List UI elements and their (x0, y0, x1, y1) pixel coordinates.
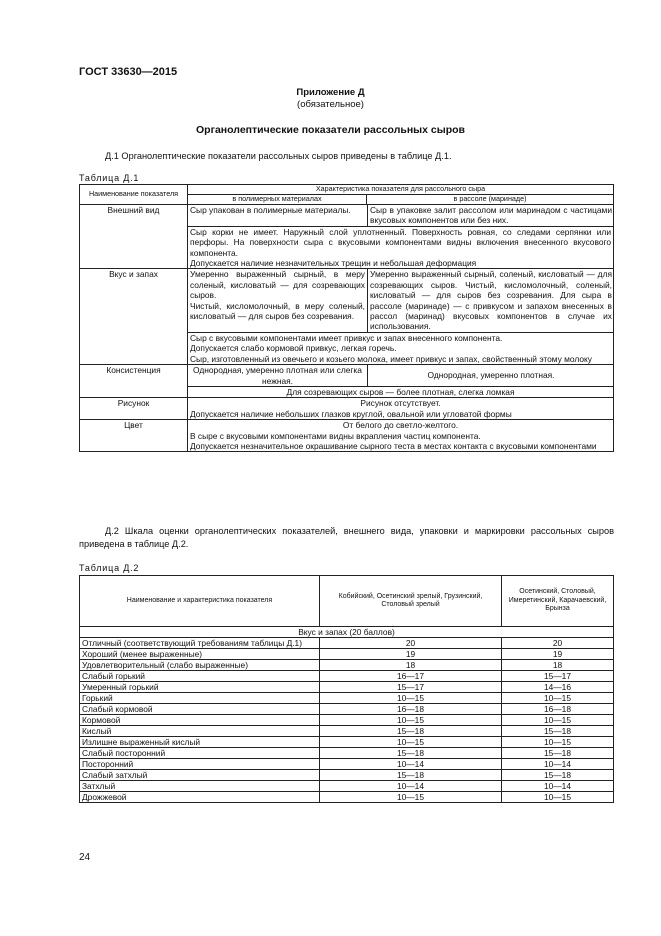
t2-row-value-a: 10—14 (320, 781, 502, 792)
section-title: Органолептические показатели рассольных сыров (196, 124, 465, 136)
appendix-title: Приложение Д (296, 87, 365, 98)
t2-head-col3: Осетинский, Столовый, Имеретинский, Карачаевский, Брынза (502, 576, 614, 627)
t1-taste-left2: Чистый, кисломолочный, в меру соленый, кисловатый — для сыров без созревания. (190, 300, 365, 322)
t2-section-taste: Вкус и запах (20 баллов) (80, 627, 614, 638)
t2-row-value-b: 15—18 (502, 726, 614, 737)
t1-taste-right: Умеренно выраженный сырный, соленый, кисловатый — для созревающих сыров. Чистый, кисломолочный, соленый, кисловатый — для сыров без созревания. Для сыра в рассоле (маринаде) — с привкусом и запахом внесенных в рассол (маринад) вкусовых компонентов в случае их использования. (370, 269, 612, 332)
t1-pattern-cell (188, 398, 614, 420)
t2-body (80, 638, 614, 803)
t2-row-value-a: 15—18 (320, 770, 502, 781)
t2-row-value-b: 10—14 (502, 759, 614, 770)
table-row (80, 737, 614, 748)
t1-pattern-name: Рисунок (80, 398, 188, 420)
t2-head-name: Наименование и характеристика показателя (80, 576, 320, 627)
t1-color-cell (188, 420, 614, 452)
t1-color-name: Цвет (80, 420, 188, 452)
t1-appearance-common2: Допускается наличие незначительных трещин и небольшая деформация (190, 258, 477, 269)
table-d1-caption: Таблица Д.1 (79, 173, 140, 183)
paragraph-d2: Д.2 Шкала оценки органолептических показателей, внешнего вида, упаковки и маркировки рассольных сыров приведена в таблице Д.2. (79, 526, 614, 549)
t2-row-value-b: 14—16 (502, 682, 614, 693)
document-code: ГОСТ 33630—2015 (79, 66, 178, 78)
page-number: 24 (79, 852, 91, 863)
t2-row-name: Излишне выраженный кислый (80, 737, 320, 748)
t1-taste-name: Вкус и запах (80, 269, 188, 365)
t2-row-name: Слабый затхлый (80, 770, 320, 781)
t1-appearance-cell (188, 205, 614, 269)
table-d1 (79, 184, 614, 452)
t2-row-value-b: 20 (502, 638, 614, 649)
table-d2 (79, 575, 614, 803)
t1-taste-common1: Сыр с вкусовыми компонентами имеет привкус и запах внесенного компонента. (190, 332, 503, 343)
t1-consistency-name: Консистенция (80, 365, 188, 398)
t2-row-name: Умеренный горький (80, 682, 320, 693)
t2-row-name: Кислый (80, 726, 320, 737)
t2-row-value-b: 15—17 (502, 671, 614, 682)
t2-row-value-b: 10—15 (502, 792, 614, 803)
t1-appearance-name: Внешний вид (80, 205, 188, 269)
t1-color-line1: От белого до светло-желтого. (342, 420, 459, 431)
t2-row-value-a: 10—15 (320, 737, 502, 748)
t1-consistency-left: Однородная, умеренно плотная или слегка нежная. (188, 365, 368, 386)
t2-row-name: Хороший (менее выраженные) (80, 649, 320, 660)
t2-row-name: Слабый горький (80, 671, 320, 682)
t1-consistency-common: Для созревающих сыров — более плотная, слегка ломкая (286, 386, 515, 397)
t1-consistency-cell (188, 365, 614, 398)
t1-taste-common3: Сыр, изготовленный из овечьего и козьего молока, имеет привкус и запах, свойственный этому молоку (190, 353, 592, 364)
t1-color-line2: В сыре с вкусовыми компонентами видны вкрапления частиц компонента. (190, 430, 481, 441)
t2-row-value-b: 18 (502, 660, 614, 671)
table-row (80, 715, 614, 726)
t1-pattern-line1: Рисунок отсутствует. (360, 398, 441, 409)
t2-row-name: Слабый кормовой (80, 704, 320, 715)
t2-row-name: Отличный (соответствующий требованиям таблицы Д.1) (80, 638, 320, 649)
t2-row-name: Дрожжевой (80, 792, 320, 803)
table-row (80, 704, 614, 715)
t2-row-value-a: 10—15 (320, 693, 502, 704)
t1-consistency-right: Однородная, умеренно плотная. (427, 370, 555, 381)
t1-head-name: Наименование показателя (80, 185, 188, 205)
t2-row-value-b: 15—18 (502, 770, 614, 781)
t2-row-name: Затхлый (80, 781, 320, 792)
t2-row-value-a: 18 (320, 660, 502, 671)
t1-appearance-common1: Сыр корки не имеет. Наружный слой уплотненный. Поверхность ровная, со следами серпянки или перфоры. На поверхности сыра с вкусовыми компонентами видны включения внесенного вкусового компонента. (190, 226, 612, 258)
paragraph-d1: Д.1 Органолептические показатели рассольных сыров приведены в таблице Д.1. (105, 151, 452, 161)
t2-row-value-b: 16—18 (502, 704, 614, 715)
t2-row-value-a: 10—15 (320, 792, 502, 803)
t2-row-value-a: 15—18 (320, 726, 502, 737)
t1-head-poly: в полимерных материалах (188, 195, 367, 205)
t2-row-value-a: 16—18 (320, 704, 502, 715)
t2-row-value-b: 10—14 (502, 781, 614, 792)
t2-row-value-a: 10—14 (320, 759, 502, 770)
t1-taste-cell (188, 269, 614, 365)
t2-row-name: Посторонний (80, 759, 320, 770)
t2-head-col2: Кобийский, Осетинский зрелый, Грузинский, Столовый зрелый (320, 576, 502, 627)
table-row (80, 781, 614, 792)
t2-row-value-a: 15—17 (320, 682, 502, 693)
table-row (80, 759, 614, 770)
table-row (80, 660, 614, 671)
t1-head-char: Характеристика показателя для рассольного сыра (188, 185, 614, 195)
table-d2-caption: Таблица Д.2 (79, 563, 140, 573)
t2-row-name: Горький (80, 693, 320, 704)
t1-pattern-line2: Допускается наличие небольших глазков круглой, овальной или угловатой формы (190, 408, 512, 419)
appendix-subtitle: (обязательное) (297, 99, 364, 110)
t1-taste-left1: Умеренно выраженный сырный, в меру соленый, кисловатый — для созревающих сыров. (190, 269, 365, 301)
t2-row-value-a: 20 (320, 638, 502, 649)
t2-row-value-b: 10—15 (502, 693, 614, 704)
t1-head-brine: в рассоле (маринаде) (367, 195, 614, 205)
t2-row-value-b: 10—15 (502, 737, 614, 748)
t2-row-value-a: 10—15 (320, 715, 502, 726)
t1-appearance-left: Сыр упакован в полимерные материалы. (188, 205, 368, 226)
t2-row-value-a: 15—18 (320, 748, 502, 759)
t2-row-value-a: 16—17 (320, 671, 502, 682)
table-row (80, 671, 614, 682)
table-row (80, 792, 614, 803)
table-row (80, 649, 614, 660)
t2-row-name: Слабый посторонний (80, 748, 320, 759)
t2-row-value-b: 19 (502, 649, 614, 660)
table-row (80, 726, 614, 737)
table-row (80, 693, 614, 704)
table-row (80, 770, 614, 781)
t2-row-value-a: 19 (320, 649, 502, 660)
t2-row-value-b: 15—18 (502, 748, 614, 759)
table-row (80, 682, 614, 693)
t1-color-line3: Допускается незначительное окрашивание сырного теста в местах контакта с вкусовыми компонентами (190, 440, 597, 451)
t2-row-name: Удовлетворительный (слабо выраженные) (80, 660, 320, 671)
table-row (80, 748, 614, 759)
t1-taste-common2: Допускается слабо кормовой привкус, легкая горечь. (190, 343, 397, 354)
t2-row-value-b: 10—15 (502, 715, 614, 726)
table-row (80, 638, 614, 649)
t1-appearance-right: Сыр в упаковке залит рассолом или маринадом с частицами вкусовых компонентов или без них. (370, 205, 612, 226)
t2-row-name: Кормовой (80, 715, 320, 726)
